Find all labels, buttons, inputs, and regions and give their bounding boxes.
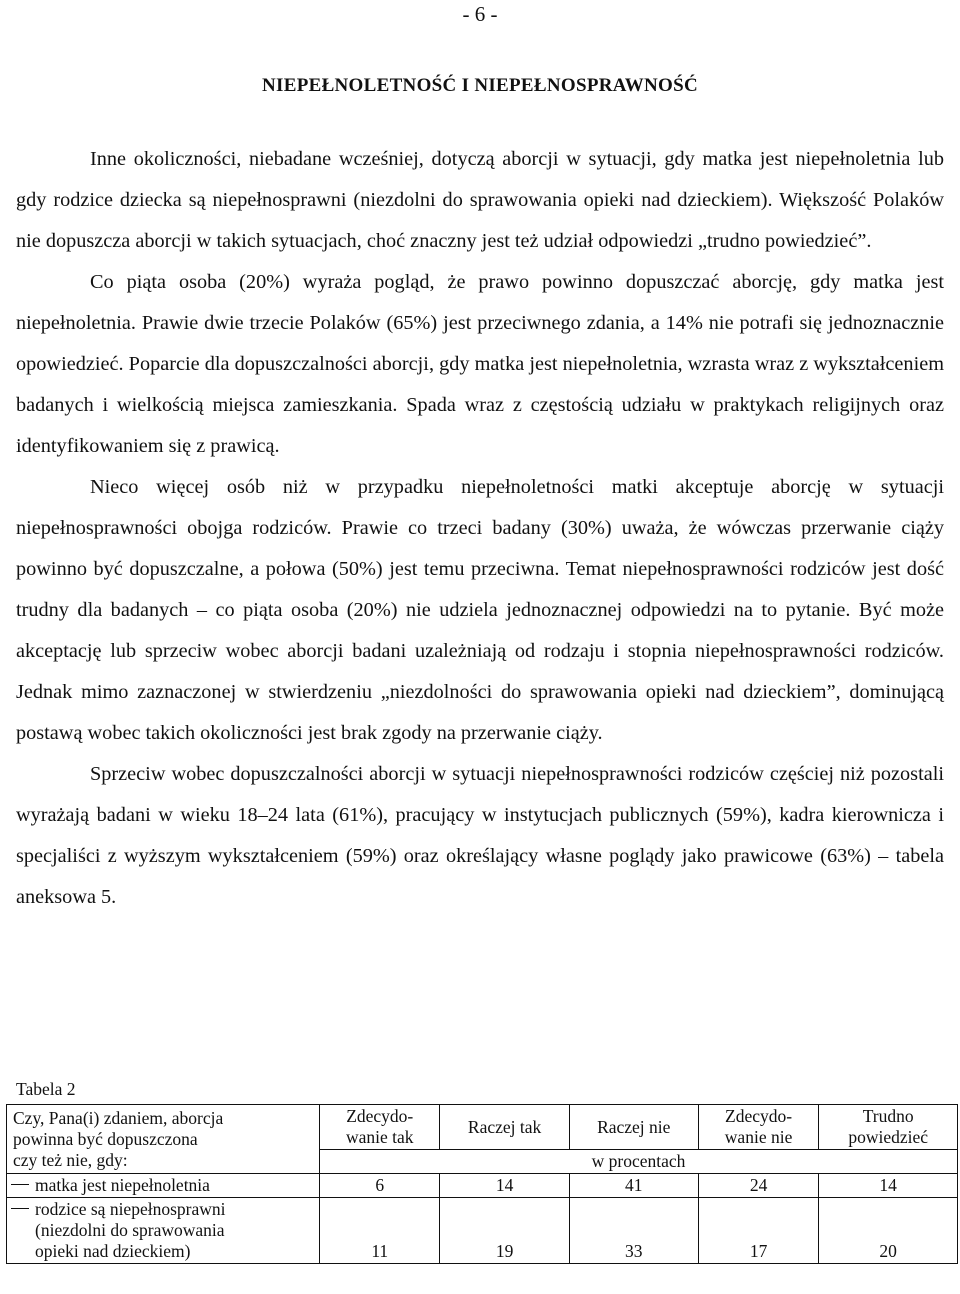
row-label bbox=[7, 1174, 320, 1198]
question-line: czy też nie, gdy: bbox=[13, 1149, 128, 1170]
column-header-line: wanie nie bbox=[724, 1127, 793, 1147]
table-cell: 14 bbox=[819, 1174, 958, 1198]
row-label-line: rodzice są niepełnosprawni bbox=[35, 1199, 226, 1219]
dash-bullet bbox=[11, 1208, 29, 1209]
paragraph: Nieco więcej osób niż w przypadku niepełnoletności matki akceptuje aborcję w sytuacji niepełnosprawności obojga rodziców. Prawie co trzeci badany (30%) uważa, że wówczas przerwanie ciąży powinno być dopuszczalne, a połowa (50%) jest temu przeciwna. Temat niepełnosprawności rodziców jest dość trudny dla badanych – co piąta osoba (20%) nie udziela jednoznacznej odpowiedzi na to pytanie. Być może akceptację lub sprzeciw wobec aborcji badani uzależniają od rodzaju i stopnia niepełnosprawności rodziców. Jednak mimo zaznaczonej w stwierdzeniu „niezdolności do sprawowania opieki nad dzieckiem”, dominującą postawą wobec takich okoliczności jest brak zgody na przerwanie ciąży. bbox=[16, 476, 944, 744]
column-header-line: wanie tak bbox=[345, 1127, 414, 1147]
page-number: - 6 - bbox=[462, 2, 498, 26]
table-cell: 17 bbox=[698, 1198, 818, 1264]
column-header-line: powiedzieć bbox=[848, 1127, 928, 1147]
column-header-line: Raczej tak bbox=[467, 1116, 542, 1137]
table-question-header bbox=[7, 1105, 320, 1174]
row-label bbox=[7, 1198, 320, 1264]
row-label-line: opieki nad dzieckiem) bbox=[35, 1241, 191, 1261]
data-table bbox=[6, 1104, 958, 1264]
paragraph: Sprzeciw wobec dopuszczalności aborcji w sytuacji niepełnosprawności rodziców częściej niż pozostali wyrażają badani w wieku 18–24 lata (61%), pracujący w instytucjach publicznych (59%), kadra kierownicza i specjaliści z wyższym wykształceniem (59%) oraz określający własne poglądy jako prawicowe (63%) – tabela aneksowa 5. bbox=[16, 763, 944, 908]
column-header bbox=[440, 1105, 569, 1150]
column-header bbox=[698, 1105, 818, 1150]
row-label-line: (niezdolni do sprawowania bbox=[35, 1220, 225, 1240]
body-text bbox=[16, 139, 944, 918]
column-header-line: Zdecydo- bbox=[346, 1106, 414, 1126]
table-cell: 33 bbox=[569, 1198, 698, 1264]
column-header bbox=[320, 1105, 440, 1150]
row-label-line: matka jest niepełnoletnia bbox=[35, 1175, 210, 1195]
table-header-row bbox=[7, 1105, 958, 1150]
table-cell: 19 bbox=[440, 1198, 569, 1264]
table-cell: 20 bbox=[819, 1198, 958, 1264]
table-cell: 11 bbox=[320, 1198, 440, 1264]
question-line: Czy, Pana(i) zdaniem, aborcja bbox=[13, 1107, 224, 1128]
section-title: NIEPEŁNOLETNOŚĆ I NIEPEŁNOSPRAWNOŚĆ bbox=[262, 75, 698, 96]
unit-label: w procentach bbox=[320, 1150, 958, 1174]
paragraph: Co piąta osoba (20%) wyraża pogląd, że prawo powinno dopuszczać aborcję, gdy matka jest niepełnoletnia. Prawie dwie trzecie Polaków (65%) jest przeciwnego zdania, a 14% nie potrafi się jednoznacznie opowiedzieć. Poparcie dla dopuszczalności aborcji, gdy matka jest niepełnoletnia, wzrasta wraz z wykształceniem badanych i wielkością miejsca zamieszkania. Spada wraz z częstością udziału w praktykach religijnych oraz identyfikowaniem się z prawicą. bbox=[16, 271, 944, 457]
table-cell: 24 bbox=[698, 1174, 818, 1198]
paragraph: Inne okoliczności, niebadane wcześniej, dotyczą aborcji w sytuacji, gdy matka jest niepełnoletnia lub gdy rodzice dziecka są niepełnosprawni (niezdolni do sprawowania opieki nad dzieckiem). Większość Polaków nie dopuszcza aborcji w takich sytuacjach, choć znaczny jest też udział odpowiedzi „trudno powiedzieć”. bbox=[16, 148, 944, 252]
column-header bbox=[819, 1105, 958, 1150]
table-row bbox=[7, 1174, 958, 1198]
table-cell: 6 bbox=[320, 1174, 440, 1198]
column-header-line: Zdecydo- bbox=[725, 1106, 793, 1126]
column-header-line: Raczej nie bbox=[597, 1116, 671, 1137]
column-header bbox=[569, 1105, 698, 1150]
column-header-line: Trudno bbox=[862, 1106, 914, 1126]
table-row bbox=[7, 1198, 958, 1264]
dash-bullet bbox=[11, 1184, 29, 1185]
table-caption: Tabela 2 bbox=[16, 1079, 76, 1099]
table-cell: 41 bbox=[569, 1174, 698, 1198]
table-cell: 14 bbox=[440, 1174, 569, 1198]
question-line: powinna być dopuszczona bbox=[13, 1128, 198, 1149]
